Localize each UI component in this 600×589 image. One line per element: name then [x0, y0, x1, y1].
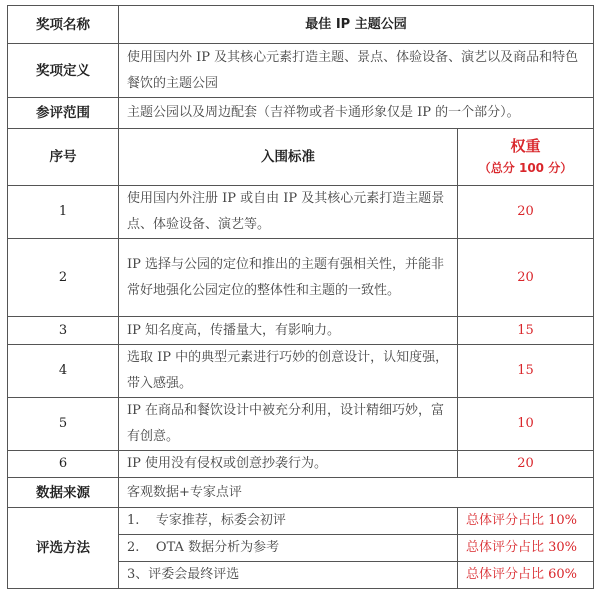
criteria-index: 1 — [8, 186, 119, 239]
header-weight-note: （总分 100 分） — [478, 161, 573, 175]
criteria-row — [8, 239, 594, 317]
criteria-weight: 20 — [458, 451, 594, 478]
criteria-weight: 10 — [458, 398, 594, 451]
criteria-row — [8, 345, 594, 398]
criteria-index: 2 — [8, 239, 119, 317]
criteria-row — [8, 186, 594, 239]
method-row — [8, 508, 594, 535]
criteria-weight: 20 — [458, 239, 594, 317]
award-name-label: 奖项名称 — [8, 6, 119, 44]
award-scope-label: 参评范围 — [8, 98, 119, 129]
criteria-row — [8, 317, 594, 345]
criteria-weight: 20 — [458, 186, 594, 239]
criteria-index: 3 — [8, 317, 119, 345]
method-label: 评选方法 — [8, 508, 119, 589]
award-name-value: 最佳 IP 主题公园 — [119, 6, 594, 44]
criteria-text: 使用国内外注册 IP 或自由 IP 及其核心元素打造主题景点、体验设备、演艺等。 — [119, 186, 458, 239]
criteria-header-row — [8, 129, 594, 186]
criteria-text: IP 在商品和餐饮设计中被充分利用，设计精细巧妙，富有创意。 — [119, 398, 458, 451]
data-source-row — [8, 478, 594, 508]
award-criteria-table — [7, 5, 594, 589]
data-source-label: 数据来源 — [8, 478, 119, 508]
criteria-text: IP 使用没有侵权或创意抄袭行为。 — [119, 451, 458, 478]
header-standard: 入围标准 — [119, 129, 458, 186]
criteria-row — [8, 451, 594, 478]
header-index: 序号 — [8, 129, 119, 186]
method-share: 总体评分占比 30% — [458, 535, 594, 562]
criteria-index: 5 — [8, 398, 119, 451]
criteria-text: IP 选择与公园的定位和推出的主题有强相关性，并能非常好地强化公园定位的整体性和主题的一致性。 — [119, 239, 458, 317]
method-step: 3、评委会最终评选 — [119, 562, 458, 589]
criteria-index: 4 — [8, 345, 119, 398]
award-definition-value: 使用国内外 IP 及其核心元素打造主题、景点、体验设备、演艺以及商品和特色餐饮的主题公园 — [119, 44, 594, 98]
award-definition-label: 奖项定义 — [8, 44, 119, 98]
criteria-text: 选取 IP 中的典型元素进行巧妙的创意设计，认知度强，带入感强。 — [119, 345, 458, 398]
criteria-row — [8, 398, 594, 451]
header-weight — [458, 129, 594, 186]
header-weight-title: 权重 — [510, 137, 541, 155]
criteria-weight: 15 — [458, 317, 594, 345]
criteria-index: 6 — [8, 451, 119, 478]
award-scope-value: 主题公园以及周边配套（吉祥物或者卡通形象仅是 IP 的一个部分）。 — [119, 98, 594, 129]
method-share: 总体评分占比 10% — [458, 508, 594, 535]
data-source-value: 客观数据+专家点评 — [119, 478, 594, 508]
award-name-row — [8, 6, 594, 44]
award-definition-row — [8, 44, 594, 98]
method-step: 2. OTA 数据分析为参考 — [119, 535, 458, 562]
criteria-weight: 15 — [458, 345, 594, 398]
method-step: 1. 专家推荐，标委会初评 — [119, 508, 458, 535]
criteria-text: IP 知名度高，传播量大，有影响力。 — [119, 317, 458, 345]
method-share: 总体评分占比 60% — [458, 562, 594, 589]
award-scope-row — [8, 98, 594, 129]
